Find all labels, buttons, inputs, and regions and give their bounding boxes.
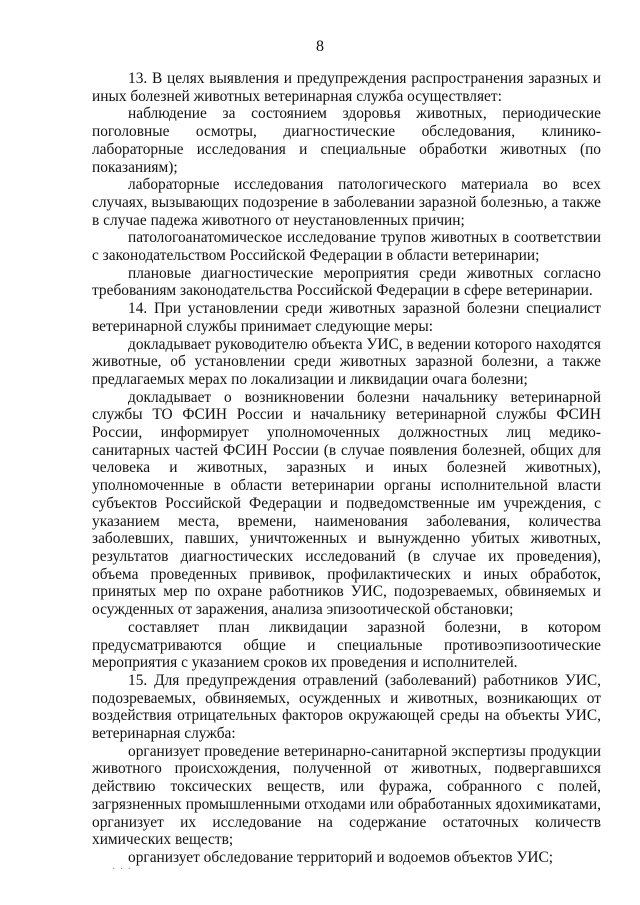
page-number: 8 <box>316 38 324 55</box>
clause-15-intro: 15. Для предупреждения отравлений (заболеваний) работников УИС, подозреваемых, обвиняемых, осужденных и животных, возникающих от воздействия отрицательных факторов окружающей среды на объекты УИС, ветеринарная служба: <box>92 671 601 743</box>
clause-14-intro: 14. При установлении среди животных заразной болезни специалист ветеринарной службы принимает следующие меры: <box>92 300 601 335</box>
clause-13-item-pathology: патологоанатомическое исследование трупов животных в соответствии с законодательством Российской Федерации в области ветеринарии; <box>92 229 601 265</box>
clause-15-item-expertise: организует проведение ветеринарно-санитарной экспертизы продукции животного происхождения, полученной от животных, подвергавшихся действию токсических веществ, или фуража, собранного с полей, загрязненных промышленными отходами или обработанных ядохимикатами, организует их исследование на содержание остаточных количеств химических веществ; <box>92 742 601 849</box>
clause-14-item-liquidation-plan: составляет план ликвидации заразной болезни, в котором предусматриваются общие и специальные противоэпизоотические мероприятия с указанием сроков их проведения и исполнителей. <box>92 618 601 672</box>
clause-15-item-survey: организует обследование территорий и водоемов объектов УИС; <box>128 848 553 866</box>
document-body <box>92 70 601 867</box>
clause-13-item-lab-research: лабораторные исследования патологического материала во всех случаях, вызывающих подозрение в заболевании заразной болезнью, а также в случае падежа животного от неустановленных причин; <box>92 176 601 229</box>
clause-14-item-report-head: докладывает руководителю объекта УИС, в ведении которого находятся животные, об установлении среди животных заразной болезни, а также предлагаемых мерах по локализации и ликвидации очага болезни; <box>92 335 601 388</box>
scan-artifact: · · · <box>112 864 132 875</box>
clause-14-item-report-service: докладывает о возникновении болезни начальнику ветеринарной службы ТО ФСИН России и начальнику ветеринарной службы ФСИН России, информирует уполномоченных должностных лиц медико-санитарных частей ФСИН России (в случае появления болезней, общих для человека и животных, заразных и иных болезней животных), уполномоченные в области ветеринарии органы исполнительной власти субъектов Российской Федерации и подведомственные им учреждения, с указанием места, времени, наименования заболевания, количества заболевших, павших, уничтоженных и вынужденно убитых животных, результатов диагностических исследований (в случае их проведения), объема проведенных прививок, профилактических и иных обработок, принятых мер по охране работников УИС, подозреваемых, обвиняемых и осужденных от заражения, анализа эпизоотической обстановки; <box>92 388 601 619</box>
clause-13-intro: 13. В целях выявления и предупреждения распространения заразных и иных болезней животных ветеринарная служба осуществляет: <box>92 70 601 105</box>
clause-13-item-planned-diagnostics: плановые диагностические мероприятия среди животных согласно требованиям законодательства Российской Федерации в сфере ветеринарии. <box>92 264 601 300</box>
clause-13-item-observation: наблюдение за состоянием здоровья животных, периодические поголовные осмотры, диагностические обследования, клинико-лабораторные исследования и специальные обработки животных (по показаниям); <box>92 105 601 176</box>
